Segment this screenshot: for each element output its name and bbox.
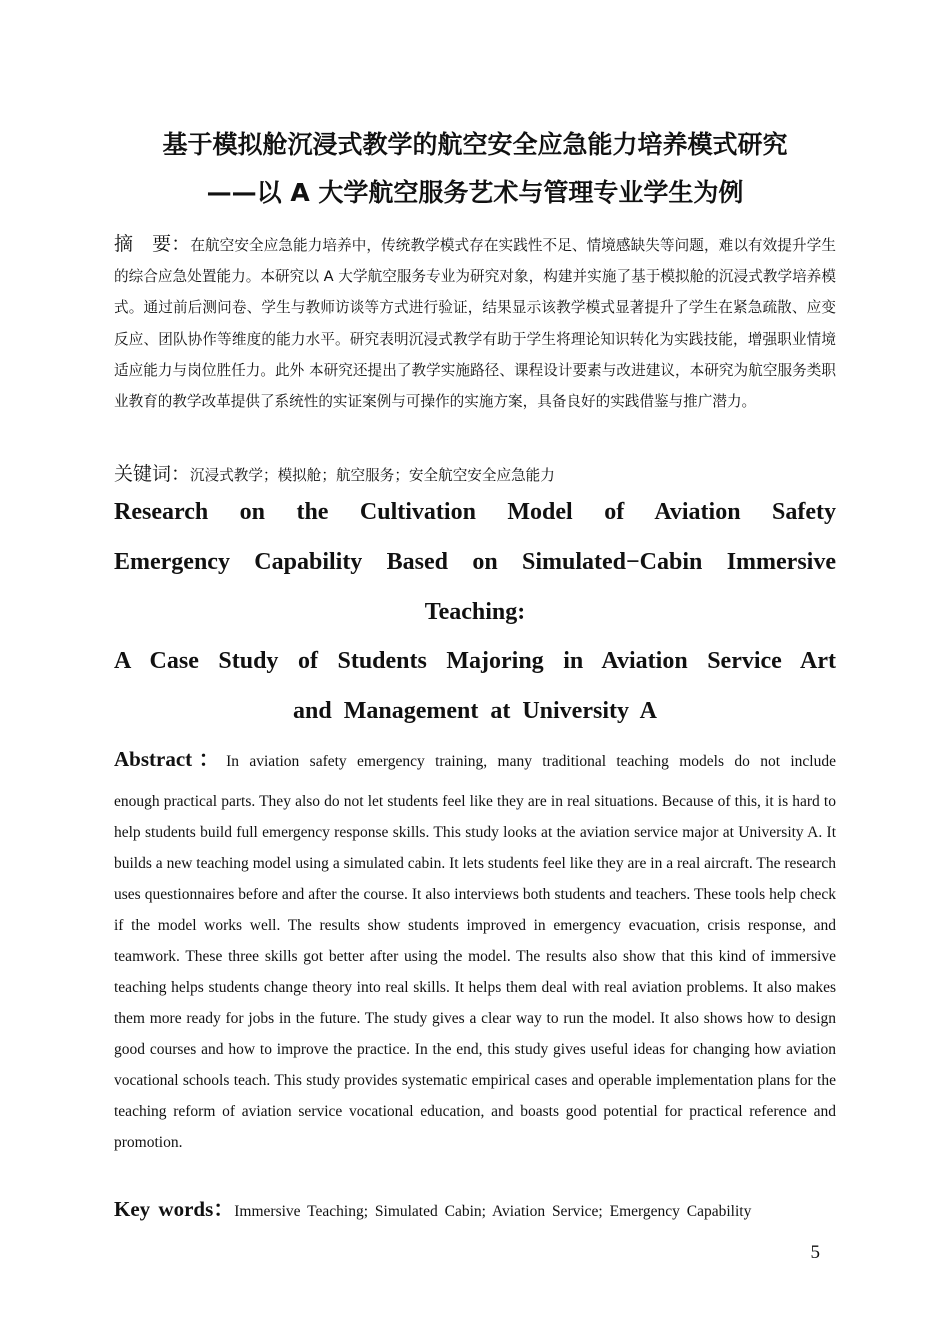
english-keywords-text: Immersive Teaching; Simulated Cabin; Aviation Service; Emergency Capability [234,1203,752,1220]
english-abstract-body: enough practical parts. They also do not let students feel like they are in real situations. Because of this, it is hard to help students build full emergency response skills. This study looks at the aviation service major at University A. It builds a new teaching model using a simulated cabin. It lets students feel like they are in a real aircraft. The research uses questionnaires before and after the course. It also interviews both students and teachers. These tools help check if the model works well. The results show students improved in emergency evacuation, crisis response, and teamwork. These three skills got better after using the model. The results also show that this kind of immersive teaching helps students change theory into real skills. It helps them deal with real aviation problems. It also makes them more ready for jobs in the future. The study gives a clear way to run the model. It also shows how to design good courses and how to improve the practice. In the end, this study gives useful ideas for changing how aviation vocational schools teach. This study provides systematic empirical cases and operable implementation plans for the teaching reform of aviation service vocational education, and boasts good potential for practical reference and promotion. [114,793,836,1151]
chinese-abstract [114,229,836,417]
english-title-line-2: Emergency Capability Based on Simulated−Cabin Immersive [114,549,836,575]
page-number: 5 [810,1242,820,1263]
english-abstract-label: Abstract： [114,747,227,771]
chinese-keywords-label: 关键词： [114,463,191,485]
english-keywords [114,1193,836,1228]
chinese-abstract-text: 在航空安全应急能力培养中，传统教学模式存在实践性不足、情境感缺失等问题，难以有效提升学生的综合应急处置能力。本研究以 A 大学航空服务专业为研究对象，构建并实施了基于模拟舱的沉浸式教学培养模式。通过前后测问卷、学生与教师访谈等方式进行验证，结果显示该教学模式显著提升了学生在紧急疏散、应变反应、团队协作等维度的能力水平。研究表明沉浸式教学有助于学生将理论知识转化为实践技能，增强职业情境适应能力与岗位胜任力。此外 本研究还提出了教学实施路径、课程设计要素与改进建议，本研究为航空服务类职业教育的教学改革提供了系统性的实证案例与可操作的实施方案，具备良好的实践借鉴与推广潜力。 [114,237,836,411]
chinese-keywords-text: 沉浸式教学；模拟舱；航空服务；安全航空安全应急能力 [190,467,555,484]
chinese-title-line-1: 基于模拟舱沉浸式教学的航空安全应急能力培养模式研究 [162,130,788,159]
english-title-line-5: and Management at University A [293,698,657,724]
english-title-line-1: Research on the Cultivation Model of Aviation Safety [114,499,836,525]
english-keywords-label: Key words： [114,1197,235,1221]
abstract-spacer [114,777,836,786]
english-title-line-3: Teaching: [424,599,526,625]
english-abstract-first-line [114,744,836,777]
english-abstract [114,744,836,1158]
english-title-line-4: A Case Study of Students Majoring in Aviation Service Art [114,648,836,674]
chinese-abstract-label: 摘 要： [114,233,191,255]
english-abstract-first-text: In aviation safety emergency training, many traditional teaching models do not include [226,753,836,770]
chinese-title-line-2: ——以 A 大学航空服务艺术与管理专业学生为例 [206,178,744,207]
